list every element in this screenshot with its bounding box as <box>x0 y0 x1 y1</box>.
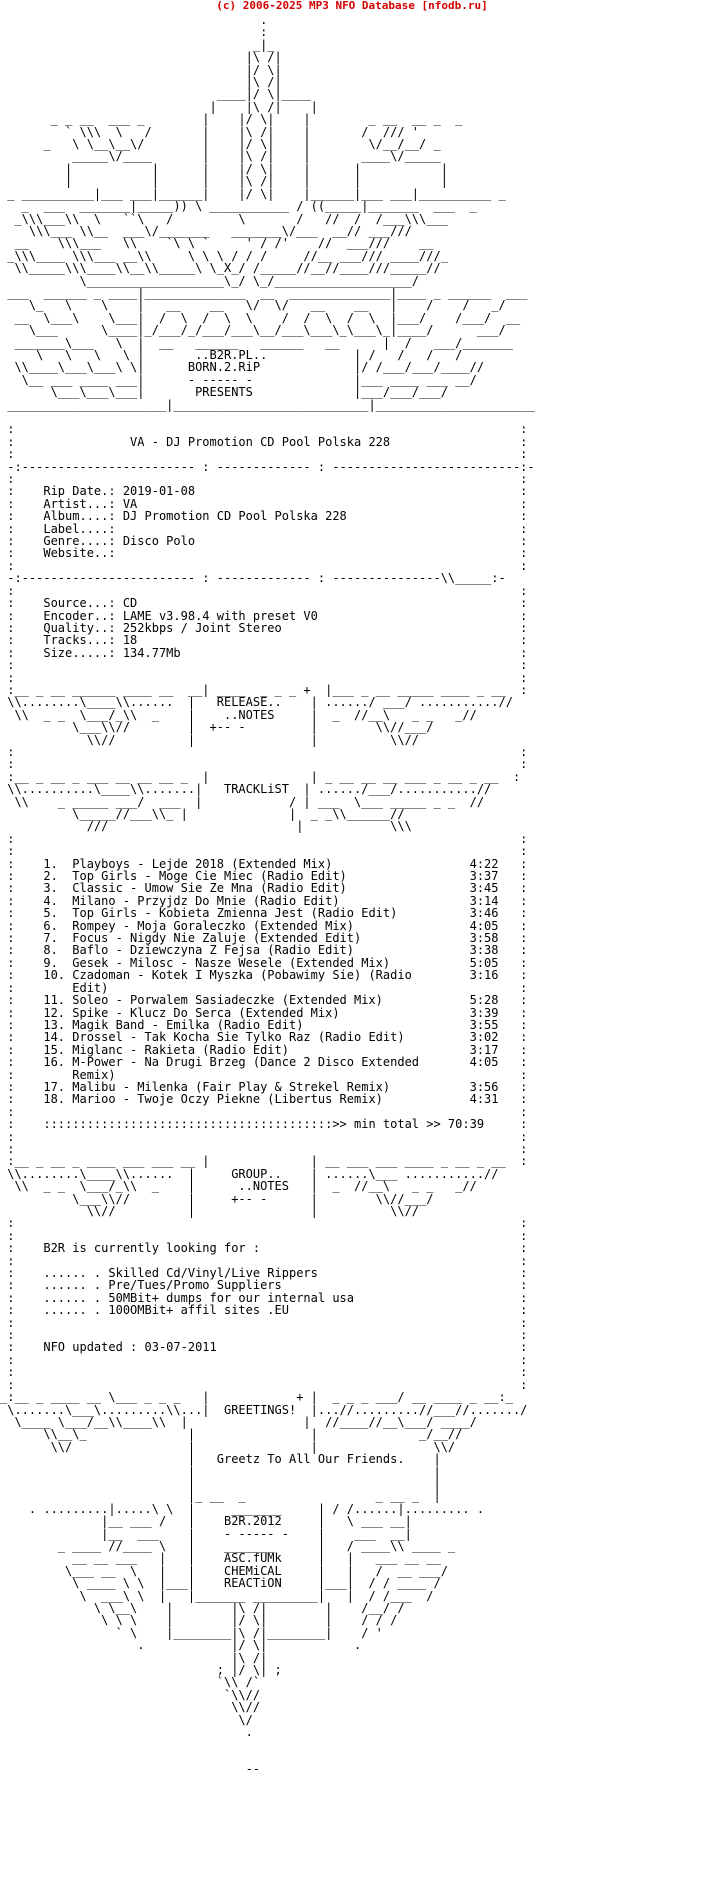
nfo-ascii-document: . : _|_ |\ /| |/ \| |\ /| ____|/ \|____ | |\ /| | _ _ __ ___ _ | |/ \| | _ __ __ _ _ ` \\\ \ / | |\ /| | / /// ' _ \ \__\__\/ | |/ \| | \/__/__/ _ _____\/____ | |\ /| | ____\/_____ | | | |/ \| | | | | | | |\ /| | | | _ __________|___ ___|______| |/ \| |______|___ ___|__________ _ _ ___ _______|_____)) \ ___________ / ((_____|_______ ___ _ _\\\___\\ \ ``\ / \ / // / /___\\\___ \\\___ \\__ ___\/_______ _______\/___ __// ___/// __ \\\___ \\ `\ \ ` ' / /' // ___/// __ _\\\____ \\\___ __\\ \ \ \ / / / //__ ___/// ____///_ \\_____\\\____\\__\\_____\ \_X_/ /_____//__//____///_____// \___________________\_/ \_/___________________/ ___ ______ _ ____|______________ __ ______________|____ _ ______ ___ \_ \ \ | __ __ \/ \/ __ __ | / / _/ __ \___\ \___| / \ / \ \ / / \ / \ |___/ /___/ __ \___ \____|_/___/_/___/___\__/___\___\_\___\_|____/ ___/ _______\___ \ | __ ______ ______ __ | / ___/_______ \ \ \ \ | ..B2R.PL.. | / / / / \\____\___\___\ \| BORN.2.RiP |/ /___/___/____// \__ ___ ____ ___| - ----- - |___ ____ ___ __/ \___\___\___| PRESENTS |___/___/___/ ______________________|___________________________|______________________ : : : VA - DJ Promotion CD Pool Polska 228 : : : -:------------------------ : ------------- : --------------------------:- : : : Rip Date.: 2019-01-08 : : Artist...: VA : : Album....: DJ Promotion CD Pool Polska 228 : : Label....: : : Genre....: Disco Polo : : Website..: : : : -:------------------------ : ------------- : ---------------\\_____:- : : : Source...: CD : : Encoder..: LAME v3.98.4 with preset V0 : : Quality..: 252kbps / Joint Stereo : : Tracks...: 18 : : Size.....: 134.77Mb : : : : : :__ _ __ ______ ____ __ __| ____ _ _ _ + |___ _ __ _____ ____ _ __ : \\........\____\\...... | RELEASE.. | ....../ ___/ ...........// \\ _ _ \___/_\\ _ | ..NOTES | _ //__\ _ _ _// \___\\// | +-- - | \\//___/ \\// | | \\// : : : : :__ _ __ _ ___ __ __ __ _ | | _ __ __ __ ___ _ __ _ __ : \\..........\____\\.......| TRACKLiST | ....../___/...........// \\ _ _____ ___/ ___ | / | ___ \___ _____ _ _ // \_____//___\\_ | | _ _\\______// /// | \\\ : : : : : 1. Playboys - Lejde 2018 (Extended Mix) 4:22 : : 2. Top Girls - Moge Cie Miec (Radio Edit) 3:37 : : 3. Classic - Umow Sie Ze Mna (Radio Edit) 3:45 : : 4. Milano - Przyjdz Do Mnie (Radio Edit) 3:14 : : 5. Top Girls - Kobieta Zmienna Jest (Radio Edit) 3:46 : : 6. Rompey - Moja Goraleczko (Extended Mix) 4:05 : : 7. Focus - Nigdy Nie Zaluje (Extended Edit) 3:58 : : 8. Baflo - Dziewczyna Z Fejsa (Radio Edit) 3:38 : : 9. Gesek - Milosc - Nasze Wesele (Extended Mix) 5:05 : : 10. Czadoman - Kotek I Myszka (Pobawimy Sie) (Radio 3:16 : : Edit) : : 11. Soleo - Porwalem Sasiadeczke (Extended Mix) 5:28 : : 12. Spike - Klucz Do Serca (Extended Mix) 3:39 : : 13. Magik Band - Emilka (Radio Edit) 3:55 : : 14. Drossel - Tak Kocha Sie Tylko Raz (Radio Edit) 3:02 : : 15. Miglanc - Rakieta (Radio Edit) 3:17 : : 16. M-Power - Na Drugi Brzeg (Dance 2 Disco Extended 4:05 : : Remix) : : 17. Malibu - Milenka (Fair Play & Strekel Remix) 3:56 : : 18. Marioo - Twoje Oczy Piekne (Libertus Remix) 4:31 : : : : ::::::::::::::::::::::::::::::::::::::::>> min total >> 70:39 : : : : : :__ _ __ _ ____ ___ ___ __ | | __ ___ ___ ____ _ __ _ __ : \\........\____\\...... | GROUP.. | ......\___ ...........// \\ _ _ \___/_\\ _ | ..NOTES | _ //__\ _ _ _// \___\\// | +-- - | \\//___/ \\// | | \\// : : : : : B2R is currently looking for : : : : : ...... . Skilled Cd/Vinyl/Live Rippers : : ...... . Pre/Tues/Promo Suppliers : : ...... . 50MBit+ dumps for our internal usa : : ...... . 100OMBit+ affil sites .EU : : : : : : NFO updated : 03-07-2011 : : : : : : : _:__ _ ____ __ \___ _ _ _ | + | _ _ _ ___/ __ ____ _ __:_ \.......\___\.........\\...| GREETINGS! |...//.........//___//......./ \____ \___/__\\____\\ | | //____//__\___/ ____/ \\__\_ | | _/__// \\/ | | \\/ | Greetz To All Our Friends. | | | | | |_ __ _ _ __ _ | . .........|.....\ \ | _______ | / /......|......... . |__ ___ / | B2R.2012 | \ ___ __| |__ ___ | - ----- - | ___ __| _ ____ //____ \ | _______ | / ____\\ ____ _ __ __ ___ | | ASC.fUMk | | ___ __ __ \___ __ \ | | CHEMiCAL | | / __ ___/ \ ____ \ \ |___| REACTiON |___| / / ____ / \ ___\ \ | |_______ _________| | / /___ / \ \__\ | |\ /| | /__/ / \ \ \ | |/ \| | / / / ` \ |________|\ /|________| / ' . |/ \| . |\ /| ; |/ \| ; `\\ /` `\\// \\// \/ . -- <box>0 13 535 1777</box>
site-credit-header: (c) 2006-2025 MP3 NFO Database [nfodb.ru] <box>216 0 488 12</box>
